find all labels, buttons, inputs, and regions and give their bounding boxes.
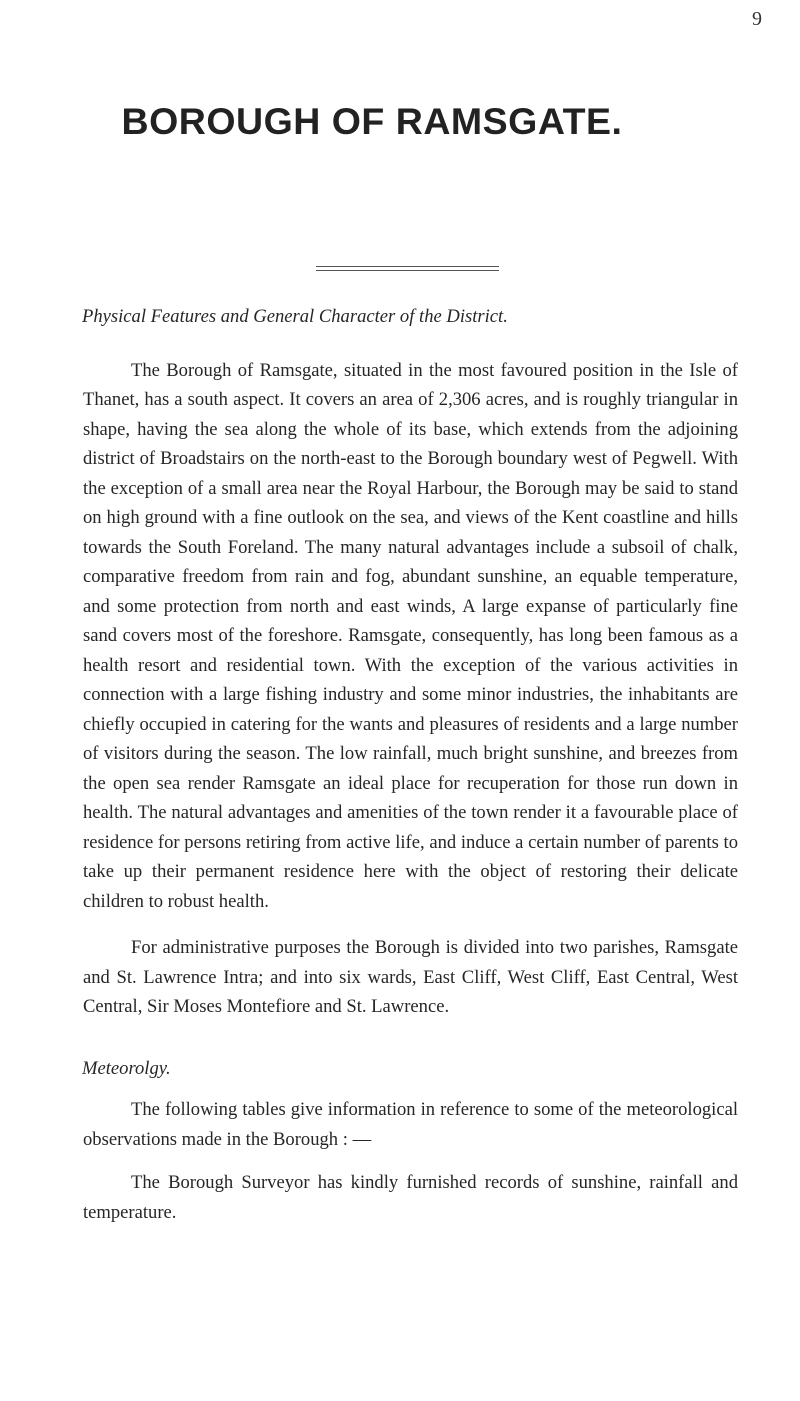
physical-features-heading: Physical Features and General Character of the District. bbox=[82, 306, 508, 327]
title-rule-top bbox=[316, 266, 499, 267]
page-number: 9 bbox=[752, 8, 762, 30]
meteorology-heading: Meteorolgy. bbox=[82, 1057, 171, 1079]
physical-features-paragraph: The Borough of Ramsgate, situated in the most favoured position in the Isle of Thanet, has a south aspect. It covers an area of 2,306 acres, and is roughly triangular in shape, having the sea along the whole of its base, which extends from the adjoining district of Broadstairs on the north-east to the Borough boundary west of Pegwell. With the exception of a small area near the Royal Harbour, the Borough may be said to stand on high ground with a fine outlook on the sea, and views of the Kent coastline and hills towards the South Foreland. The many natural advantages include a subsoil of chalk, comparative freedom from rain and fog, abundant sunshine, an equable temperature, and some protection from north and east winds, A large expanse of particularly fine sand covers most of the foreshore. Ramsgate, consequently, has long been famous as a health resort and residential town. With the exception of the various activities in connection with a large fishing industry and some minor industries, the inhabitants are chiefly occupied in catering for the wants and pleasures of residents and a large number of visitors during the season. The low rainfall, much bright sunshine, and breezes from the open sea render Ramsgate an ideal place for recuperation for those run down in health. The natural advantages and amenities of the town render it a favourable place of residence for persons retiring from active life, and induce a certain number of parents to take up their permanent residence here with the object of restoring their delicate children to robust health. bbox=[83, 359, 738, 912]
document-body bbox=[83, 302, 738, 1227]
page-title: BOROUGH OF RAMSGATE. bbox=[121, 100, 623, 142]
administration-paragraph: For administrative purposes the Borough is divided into two parishes, Ramsgate and St. Lawrence Intra; and into six wards, East Cliff, West Cliff, East Central, West Central, Sir Moses Montefiore and St. Lawrence. bbox=[83, 937, 738, 1017]
meteorology-intro-paragraph: The following tables give information in reference to some of the meteorological observations made in the Borough : — bbox=[83, 1099, 738, 1150]
title-rule-bottom bbox=[316, 270, 499, 271]
surveyor-records-paragraph: The Borough Surveyor has kindly furnished records of sunshine, rainfall and temperature. bbox=[83, 1172, 738, 1223]
